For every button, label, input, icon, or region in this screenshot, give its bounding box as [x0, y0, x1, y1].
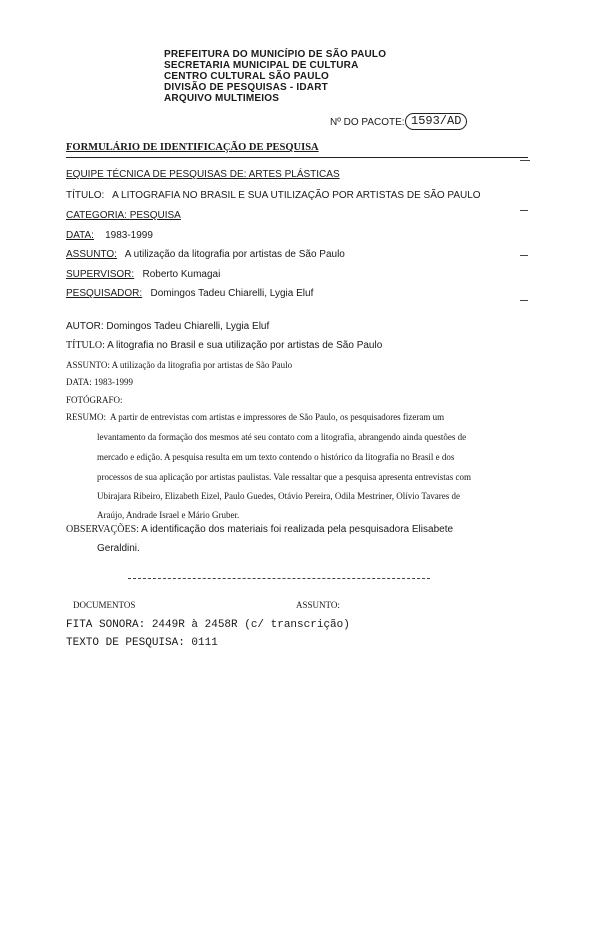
research-supervisor: SUPERVISOR: Roberto Kumagai: [66, 269, 221, 280]
observacoes: OBSERVAÇÕES: A identificação dos materiais foi realizada pela pesquisadora Elisabete: [66, 524, 454, 535]
header-line-secretaria: SECRETARIA MUNICIPAL DE CULTURA: [164, 60, 359, 71]
margin-tick: [520, 255, 528, 256]
margin-tick: [520, 300, 528, 301]
research-pesquisador: PESQUISADOR: Domingos Tadeu Chiarelli, Lygia Eluf: [66, 288, 314, 299]
document-item-fita: FITA SONORA: 2449R à 2458R (c/ transcrição): [66, 619, 350, 631]
record-titulo: TÍTULO: A litografia no Brasil e sua utilização por artistas de São Paulo: [66, 340, 383, 351]
header-line-prefeitura: PREFEITURA DO MUNICÍPIO DE SÃO PAULO: [164, 49, 387, 60]
research-assunto: ASSUNTO: A utilização da litografia por artistas de São Paulo: [66, 249, 345, 260]
research-categoria: CATEGORIA: PESQUISA: [66, 210, 181, 221]
resumo-line: Ubirajara Ribeiro, Elizabeth Eizel, Paulo Guedes, Otávio Pereira, Odila Mestriner, Olívio Tavares de: [97, 491, 460, 501]
record-assunto: ASSUNTO: A utilização da litografia por artistas de São Paulo: [66, 360, 293, 370]
resumo-line: levantamento da formação dos mesmos até seu contato com a litografia, abrangendo ainda questões de: [97, 432, 467, 442]
margin-tick: [520, 210, 528, 211]
record-autor: AUTOR: Domingos Tadeu Chiarelli, Lygia Eluf: [66, 321, 270, 332]
resumo-line: processos de sua aplicação por artistas paulistas. Vale ressaltar que a pesquisa apresenta entrevistas com: [97, 472, 471, 482]
pacote-label: Nº DO PACOTE:: [330, 117, 405, 128]
resumo-line: Araújo, Andrade Israel e Mário Gruber.: [97, 510, 240, 520]
separator-line: [128, 578, 430, 579]
documentos-label: DOCUMENTOS: [73, 600, 136, 610]
research-titulo: TÍTULO: A LITOGRAFIA NO BRASIL E SUA UTILIZAÇÃO POR ARTISTAS DE SÃO PAULO: [66, 190, 481, 201]
header-line-arquivo: ARQUIVO MULTIMEIOS: [164, 93, 280, 104]
pacote-number: 1593/AD: [405, 113, 467, 130]
resumo-line: A partir de entrevistas com artistas e impressores de São Paulo, os pesquisadores fizeram um: [110, 412, 445, 422]
record-data: DATA: 1983-1999: [66, 377, 134, 387]
header-line-centro-cultural: CENTRO CULTURAL SÃO PAULO: [164, 71, 329, 82]
title-rule: [66, 157, 528, 158]
form-title: FORMULÁRIO DE IDENTIFICAÇÃO DE PESQUISA: [66, 142, 319, 153]
resumo-line: mercado e edição. A pesquisa resulta em um texto contendo o histórico da litografia no Brasil e dos: [97, 452, 455, 462]
record-fotografo: FOTÓGRAFO:: [66, 395, 123, 405]
margin-tick: [520, 160, 530, 161]
research-equipe: EQUIPE TÉCNICA DE PESQUISAS DE: ARTES PLÁSTICAS: [66, 169, 340, 180]
header-line-divisao: DIVISÃO DE PESQUISAS - IDART: [164, 82, 328, 93]
resumo-label: RESUMO:: [66, 412, 107, 422]
document-item-texto: TEXTO DE PESQUISA: 0111: [66, 637, 218, 649]
documentos-assunto-label: ASSUNTO:: [296, 600, 340, 610]
research-data: DATA: 1983-1999: [66, 230, 153, 241]
observacoes-line: Geraldini.: [97, 543, 140, 554]
